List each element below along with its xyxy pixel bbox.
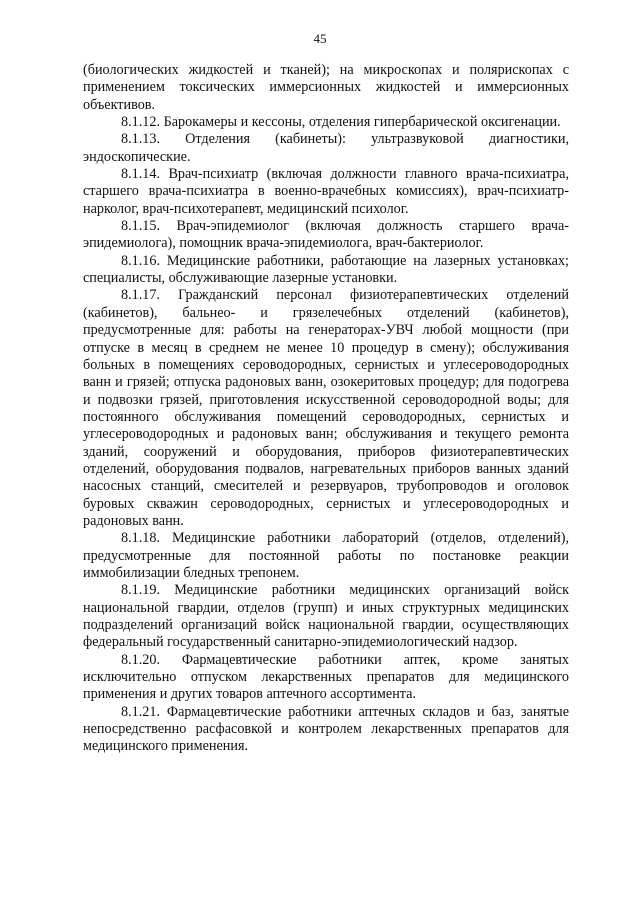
paragraph-8-1-12: 8.1.12. Барокамеры и кессоны, отделения гипербарической оксигенации. [121, 114, 561, 131]
page-number: 45 [313, 31, 327, 46]
paragraph-8-1-17: 8.1.17. Гражданский персонал физиотерапевтических отделений (кабинетов), бальнео- и грязелечебных отделений (кабинетов), предусмотренные для: работы на генераторах-УВЧ любой мощности (при отпуске в месяц в среднем не менее 10 процедур в смену); обслуживания больных в помещениях сероводородных, сернистых и углесероводородных ванн и грязей; отпуска радоновых ванн, озокеритовых процедур; для подогрева и подвозки грязей, приготовления искусственной сероводородной воды; для постоянного обслуживания помещений сероводородных, сернистых и углесероводородных и радоновых ванн; обслуживания и текущего ремонта зданий, сооружений и оборудования, приборов физиотерапевтических отделений, оборудования подвалов, нагревательных приборов ванных зданий насосных станций, смесителей и резервуаров, трубопроводов и оголовок буровых скважин сероводородных, сернистых и углесероводородных и радоновых ванн. [83, 287, 569, 529]
document-body [83, 62, 569, 756]
paragraph-8-1-20: 8.1.20. Фармацевтические работники аптек, кроме занятых исключительно отпуском лекарственных препаратов для медицинского применения и других товаров аптечного ассортимента. [83, 651, 569, 703]
paragraph-8-1-13: 8.1.13. Отделения (кабинеты): ультразвуковой диагностики, эндоскопические. [83, 131, 569, 165]
paragraph-8-1-19: 8.1.19. Медицинские работники медицинских организаций войск национальной гвардии, отделов (групп) и иных структурных медицинских подразделений организаций войск национальной гвардии, осуществляющих федеральный государственный санитарно-эпидемиологический надзор. [83, 582, 569, 651]
paragraph-8-1-14: 8.1.14. Врач-психиатр (включая должности главного врача-психиатра, старшего врача-психиатра в военно-врачебных комиссиях), врач-психиатр-нарколог, врач-психотерапевт, медицинский психолог. [83, 166, 569, 217]
paragraph-8-1-16: 8.1.16. Медицинские работники, работающие на лазерных установках; специалисты, обслуживающие лазерные установки. [83, 252, 569, 287]
paragraph-continuation: (биологических жидкостей и тканей); на микроскопах и полярископах с применением токсических иммерсионных жидкостей и иммерсионных объективов. [83, 62, 569, 113]
paragraph-8-1-15: 8.1.15. Врач-эпидемиолог (включая должность старшего врача-эпидемиолога), помощник врача-эпидемиолога, врач-бактериолог. [83, 218, 569, 252]
paragraph-8-1-18: 8.1.18. Медицинские работники лабораторий (отделов, отделений), предусмотренные для постоянной работы по постановке реакции иммобилизации бледных трепонем. [83, 530, 569, 581]
paragraph-8-1-21: 8.1.21. Фармацевтические работники аптечных складов и баз, занятые непосредственно расфасовкой и контролем лекарственных препаратов для медицинского применения. [83, 703, 569, 755]
